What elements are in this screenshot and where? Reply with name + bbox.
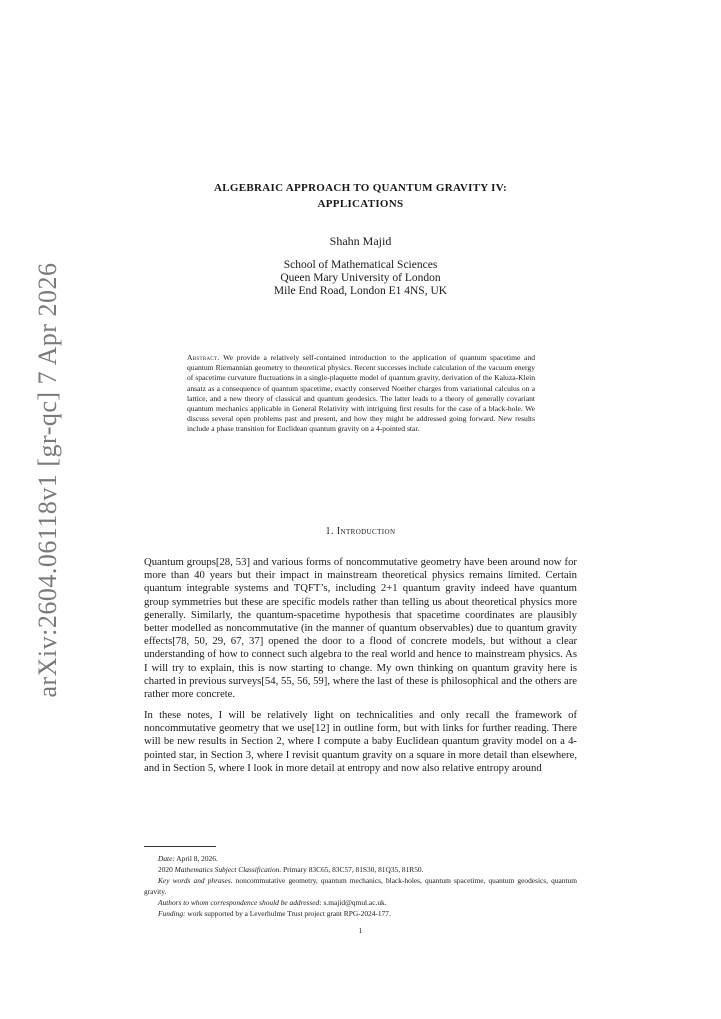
footnote-correspondence-label: Authors to whom correspondence should be addressed: — [158, 898, 322, 907]
footnotes — [144, 853, 577, 919]
footnote-date-value: April 8, 2026. — [176, 854, 218, 863]
arxiv-identifier-stamp: arXiv:2604.06118v1 [gr-qc] 7 Apr 2026 — [33, 262, 62, 698]
footnote-funding — [144, 908, 577, 919]
footnote-funding-value: work supported by a Leverhulme Trust project grant RPG-2024-177. — [187, 909, 391, 918]
section-heading — [0, 526, 721, 537]
section-title: Introduction — [336, 526, 396, 537]
body-paragraph: Quantum groups[28, 53] and various forms of noncommutative geometry have been around now for more than 40 years but their impact in mainstream theoretical physics remains limited. Certain quantum integrable systems and TQFT’s, including 2+1 quantum gravity indeed have quantum group symmetries but these are specific models rather than telling us about theoretical physics more generally. Similarly, the quantum-spacetime hypothesis that spacetime coordinates are plausibly better modelled as noncommutative (in the manner of quantum observables) due to quantum gravity effects[78, 50, 29, 67, 37] opened the door to a flood of concrete models, but without a clear understanding of how to connect such algebra to the real world and hence to mainstream physics. As I will try to explain, this is now starting to change. My own thinking on quantum gravity here is charted in previous surveys[54, 55, 56, 59], where the last of these is philosophical and the others are rather more concrete. — [144, 556, 577, 701]
footnote-date-label: Date: — [158, 854, 175, 863]
author-name: Shahn Majid — [329, 234, 392, 248]
footnote-divider — [144, 846, 216, 847]
footnote-keywords-label: Key words and phrases. — [158, 876, 233, 885]
footnote-msc — [144, 864, 577, 875]
section-number: 1. — [325, 526, 334, 537]
author-affiliation — [0, 259, 721, 298]
paper-title — [0, 180, 721, 212]
footnote-msc-value: Primary 83C65, 83C57, 81S30, 81Q35, 81R50. — [283, 865, 424, 874]
footnote-msc-label: Mathematics Subject Classification. — [174, 865, 282, 874]
affiliation-line: School of Mathematical Sciences — [283, 259, 438, 271]
abstract-label: Abstract. — [187, 353, 220, 362]
body-paragraph: In these notes, I will be relatively light on technicalities and only recall the framework of noncommutative geometry that we use[12] in outline form, but with links for further reading. There will be new results in Section 2, where I compute a baby Euclidean quantum gravity model on a 4-pointed star, in Section 3, where I revisit quantum gravity on a square in more detail than elsewhere, and in Section 5, where I look in more detail at entropy and now also relative entropy around — [144, 709, 577, 774]
footnote-msc-prefix: 2020 — [158, 865, 173, 874]
paper-title-line-1: ALGEBRAIC APPROACH TO QUANTUM GRAVITY IV: — [214, 182, 507, 194]
footnote-funding-label: Funding: — [158, 909, 186, 918]
footnote-keywords — [144, 875, 577, 897]
abstract — [187, 353, 535, 435]
affiliation-line: Mile End Road, London E1 4NS, UK — [273, 285, 448, 297]
footnote-date — [144, 853, 577, 864]
footnote-correspondence — [144, 897, 577, 908]
affiliation-line: Queen Mary University of London — [280, 272, 441, 284]
page-number: 1 — [358, 926, 363, 935]
correspondence-email[interactable]: s.majid@qmul.ac.uk. — [323, 898, 387, 907]
footnote-keywords-value: noncommutative geometry, quantum mechanics, black-holes, quantum spacetime, quantum geodesics, quantum gravity. — [144, 876, 577, 896]
paper-title-line-2: APPLICATIONS — [317, 198, 404, 210]
abstract-text: We provide a relatively self-contained introduction to the application of quantum spacetime and quantum Riemannian geometry to theoretical physics. Recent successes include calculation of the vacuum energy of spacetime curvature fluctuations in a single-plaquette model of quantum gravity, derivation of the Kaluza-Klein ansatz as a consequence of quantum spacetime, exactly conserved Noether charges from variational calculus on a lattice, and a new theory of classical and quantum geodesics. The latter leads to a theory of generally covariant quantum mechanics applicable in General Relativity with intriguing first results for the case of a black-hole. We discuss several open problems past and present, and how they might be addressed going forward. New results include a phase transition for Euclidean quantum gravity on a 4-pointed star. — [187, 353, 536, 434]
